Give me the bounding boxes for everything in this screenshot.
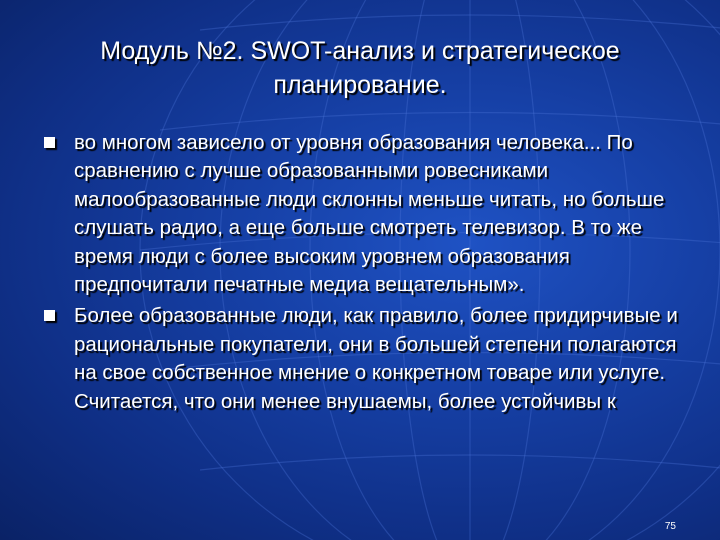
bullet-item [44,302,684,416]
square-bullet-icon [44,310,55,321]
bullet-text: во многом зависело от уровня образования человека... По сравнению с лучше образованными ровесниками малообразованные люди склонны меньше читать, но больше слушать радио, а еще больше смотреть телевизор. В то же время люди с более высоким уровнем образования предпочитали печатные медиа вещательным». [74,131,665,297]
bullet-list [44,129,684,419]
page-number: 75 [664,521,676,532]
bullet-item [44,129,684,299]
slide-title: Модуль №2. SWOT-анализ и стратегическое планирование. [100,37,620,99]
square-bullet-icon [44,137,55,148]
bullet-text: Более образованные люди, как правило, более придирчивые и рациональные покупатели, они в большей степени полагаются на свое собственное мнение о конкретном товаре или услуге. Считается, что они менее внушаемы, более устойчивы к [74,304,678,413]
